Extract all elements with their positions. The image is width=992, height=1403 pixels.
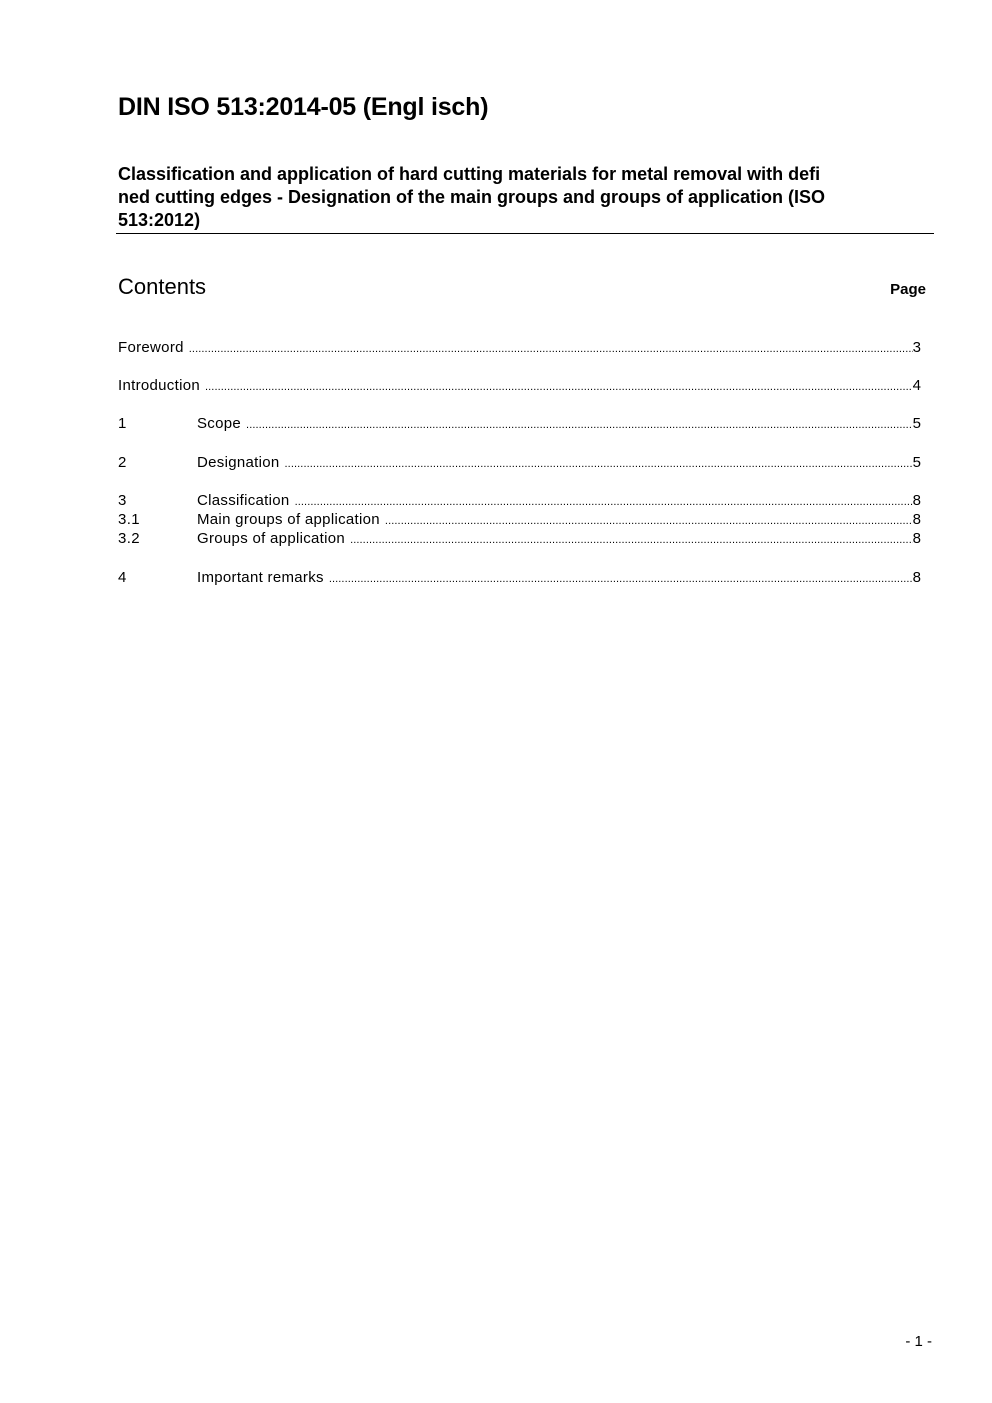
toc-entry-introduction[interactable] (118, 376, 921, 395)
toc-entry-scope[interactable] (118, 414, 921, 433)
toc-entry-title: Important remarks (197, 569, 324, 586)
toc-entry-number: 1 (118, 415, 127, 432)
toc-leader-dots (350, 531, 913, 550)
document-title: DIN ISO 513:2014-05 (Engl isch) (118, 93, 489, 121)
title-divider (116, 233, 934, 234)
toc-entry-groups[interactable] (118, 529, 921, 548)
toc-entry-page: 5 (912, 454, 921, 471)
toc-leader-dots (246, 416, 913, 435)
toc-entry-title: Introduction (118, 377, 200, 394)
toc-entry-designation[interactable] (118, 453, 921, 472)
toc-leader-dots (205, 378, 913, 397)
contents-heading: Contents (118, 274, 207, 299)
toc-entry-title: Classification (197, 492, 290, 509)
toc-entry-title: Scope (197, 415, 242, 432)
toc-entry-page: 3 (912, 339, 921, 356)
page-number: - 1 - (905, 1333, 932, 1350)
toc-leader-dots (329, 570, 913, 589)
toc-entry-page: 8 (912, 511, 921, 528)
toc-entry-classification[interactable] (118, 491, 921, 510)
toc-entry-title: Foreword (118, 339, 184, 356)
toc-leader-dots (285, 455, 913, 474)
toc-entry-page: 4 (912, 377, 921, 394)
toc-entry-page: 8 (912, 530, 921, 547)
toc-entry-page: 8 (912, 569, 921, 586)
toc-entry-page: 8 (912, 492, 921, 509)
toc-entry-number: 3 (118, 492, 127, 509)
toc-entry-title: Groups of application (197, 530, 346, 547)
toc-entry-title: Main groups of application (197, 511, 380, 528)
page-column-label: Page (890, 281, 926, 298)
document-subtitle (118, 163, 918, 232)
subtitle-line: ned cutting edges - Designation of the main groups and groups of application (ISO (118, 187, 826, 207)
toc-entry-page: 5 (912, 415, 921, 432)
toc-entry-title: Designation (197, 454, 280, 471)
toc-entry-number: 3.2 (118, 530, 141, 547)
toc-entry-important-remarks[interactable] (118, 568, 921, 587)
subtitle-line: 513:2012) (118, 210, 201, 230)
toc-entry-number: 2 (118, 454, 127, 471)
toc-entry-number: 4 (118, 569, 127, 586)
toc-entry-foreword[interactable] (118, 338, 921, 357)
toc-entry-number: 3.1 (118, 511, 141, 528)
subtitle-line: Classification and application of hard cutting materials for metal removal with defi (118, 164, 821, 184)
toc-leader-dots (189, 340, 913, 359)
toc-entry-main-groups[interactable] (118, 510, 921, 529)
